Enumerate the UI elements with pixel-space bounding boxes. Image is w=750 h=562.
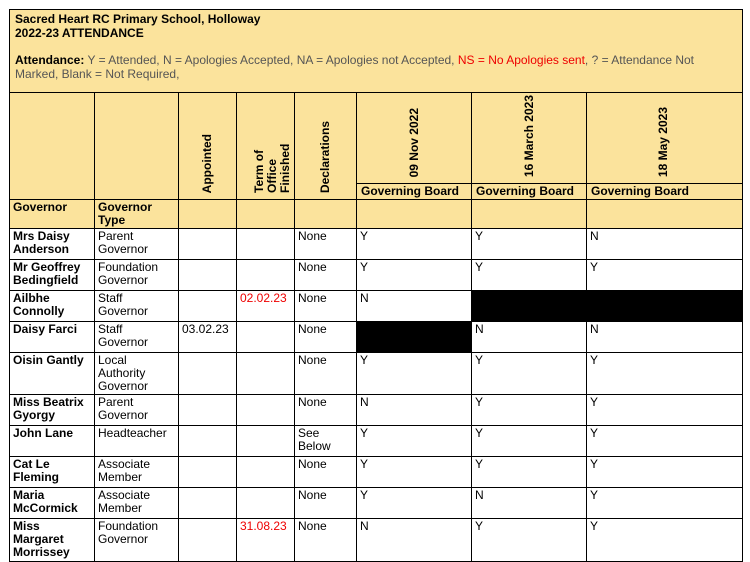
meeting1-cell: N: [357, 519, 472, 562]
table-row: [10, 260, 743, 291]
appointed-cell: [179, 488, 237, 519]
appointed-cell: [179, 519, 237, 562]
not-required-block: [357, 322, 472, 353]
appointed-cell: [179, 291, 237, 322]
meeting3-cell: Y: [587, 488, 743, 519]
meeting1-cell: Y: [357, 353, 472, 395]
appointed-cell: [179, 395, 237, 426]
table-row: [10, 353, 743, 395]
governor-name: Miss Margaret Morrissey: [10, 519, 95, 562]
attendance-year-title: 2022-23 ATTENDANCE: [15, 26, 144, 40]
declarations-cell: None: [295, 488, 357, 519]
appointed-cell: [179, 353, 237, 395]
meeting1-cell: Y: [357, 229, 472, 260]
table-header-banner: [10, 10, 743, 93]
legend-text-2: , ? = Attendance Not Marked, Blank = Not Required,: [15, 53, 694, 81]
table-row: [10, 291, 743, 322]
governor-name: Daisy Farci: [10, 322, 95, 353]
meeting1-cell: Y: [357, 426, 472, 457]
not-required-block: [587, 291, 743, 322]
meeting3-body: Governing Board: [587, 184, 743, 200]
term-cell: [237, 353, 295, 395]
governor-type: Parent Governor: [95, 229, 179, 260]
table-row: [10, 488, 743, 519]
governor-type: Associate Member: [95, 488, 179, 519]
meeting3-cell: N: [587, 229, 743, 260]
meeting1-body: Governing Board: [357, 184, 472, 200]
governor-type: Foundation Governor: [95, 519, 179, 562]
col-header-governor-type: Governor Type: [95, 200, 179, 229]
col-header-governor: Governor: [10, 200, 95, 229]
school-name: Sacred Heart RC Primary School, Holloway: [15, 12, 261, 26]
governor-name: Miss Beatrix Gyorgy: [10, 395, 95, 426]
meeting3-cell: Y: [587, 519, 743, 562]
declarations-cell: None: [295, 457, 357, 488]
term-cell: [237, 457, 295, 488]
legend-label: Attendance:: [15, 53, 85, 67]
governor-type: Staff Governor: [95, 291, 179, 322]
meeting1-cell: N: [357, 395, 472, 426]
col-header-declarations: Declarations: [295, 93, 357, 200]
meeting3-cell: Y: [587, 395, 743, 426]
meeting3-cell: Y: [587, 426, 743, 457]
declarations-cell: None: [295, 229, 357, 260]
term-cell: [237, 322, 295, 353]
meeting1-cell: Y: [357, 260, 472, 291]
header-blank-2: [95, 93, 179, 200]
header-blank-1: [10, 93, 95, 200]
term-cell: [237, 229, 295, 260]
meeting3-cell: Y: [587, 457, 743, 488]
meeting2-cell: Y: [472, 395, 587, 426]
meeting2-cell: Y: [472, 353, 587, 395]
governor-name: Cat Le Fleming: [10, 457, 95, 488]
table-row: [10, 519, 743, 562]
declarations-cell: None: [295, 353, 357, 395]
governor-type: Headteacher: [95, 426, 179, 457]
attendance-legend: [15, 53, 737, 81]
governor-name: John Lane: [10, 426, 95, 457]
table-row: [10, 229, 743, 260]
term-cell: [237, 395, 295, 426]
meeting2-body: Governing Board: [472, 184, 587, 200]
appointed-cell: [179, 426, 237, 457]
term-cell: 31.08.23: [237, 519, 295, 562]
table-row: [10, 457, 743, 488]
declarations-cell: None: [295, 291, 357, 322]
declarations-cell: None: [295, 322, 357, 353]
governor-name: Oisin Gantly: [10, 353, 95, 395]
meeting2-cell: Y: [472, 260, 587, 291]
term-cell: [237, 488, 295, 519]
meeting2-cell: Y: [472, 457, 587, 488]
table-row: [10, 426, 743, 457]
meeting3-cell: N: [587, 322, 743, 353]
appointed-cell: [179, 260, 237, 291]
declarations-cell: None: [295, 260, 357, 291]
col-header-meeting2-date: 16 March 2023: [472, 93, 587, 184]
meeting2-cell: N: [472, 322, 587, 353]
table-row: [10, 395, 743, 426]
col-header-meeting1-date: 09 Nov 2022: [357, 93, 472, 184]
legend-text-ns: NS = No Apologies sent: [457, 53, 585, 67]
governor-name: Mr Geoffrey Bedingfield: [10, 260, 95, 291]
col-header-meeting3-date: 18 May 2023: [587, 93, 743, 184]
meeting3-cell: Y: [587, 353, 743, 395]
table-row: [10, 322, 743, 353]
declarations-cell: None: [295, 519, 357, 562]
meeting1-cell: Y: [357, 488, 472, 519]
declarations-cell: See Below: [295, 426, 357, 457]
governor-type: Local Authority Governor: [95, 353, 179, 395]
meeting1-cell: N: [357, 291, 472, 322]
meeting1-cell: Y: [357, 457, 472, 488]
governor-type: Staff Governor: [95, 322, 179, 353]
governor-type: Foundation Governor: [95, 260, 179, 291]
not-required-block: [472, 291, 587, 322]
col-header-appointed: Appointed: [179, 93, 237, 200]
appointed-cell: [179, 457, 237, 488]
governor-type: Associate Member: [95, 457, 179, 488]
legend-text-1: Y = Attended, N = Apologies Accepted, NA = Apologies not Accepted,: [84, 53, 458, 67]
governor-name: Maria McCormick: [10, 488, 95, 519]
declarations-cell: None: [295, 395, 357, 426]
meeting2-cell: Y: [472, 519, 587, 562]
meeting2-cell: N: [472, 488, 587, 519]
meeting2-cell: Y: [472, 426, 587, 457]
governor-name: Mrs Daisy Anderson: [10, 229, 95, 260]
governor-name: Ailbhe Connolly: [10, 291, 95, 322]
term-cell: 02.02.23: [237, 291, 295, 322]
meeting3-cell: Y: [587, 260, 743, 291]
term-cell: [237, 260, 295, 291]
governor-type: Parent Governor: [95, 395, 179, 426]
term-cell: [237, 426, 295, 457]
meeting2-cell: Y: [472, 229, 587, 260]
appointed-cell: 03.02.23: [179, 322, 237, 353]
col-header-term: Term of Office Finished: [237, 93, 295, 200]
appointed-cell: [179, 229, 237, 260]
attendance-table: [9, 9, 743, 562]
